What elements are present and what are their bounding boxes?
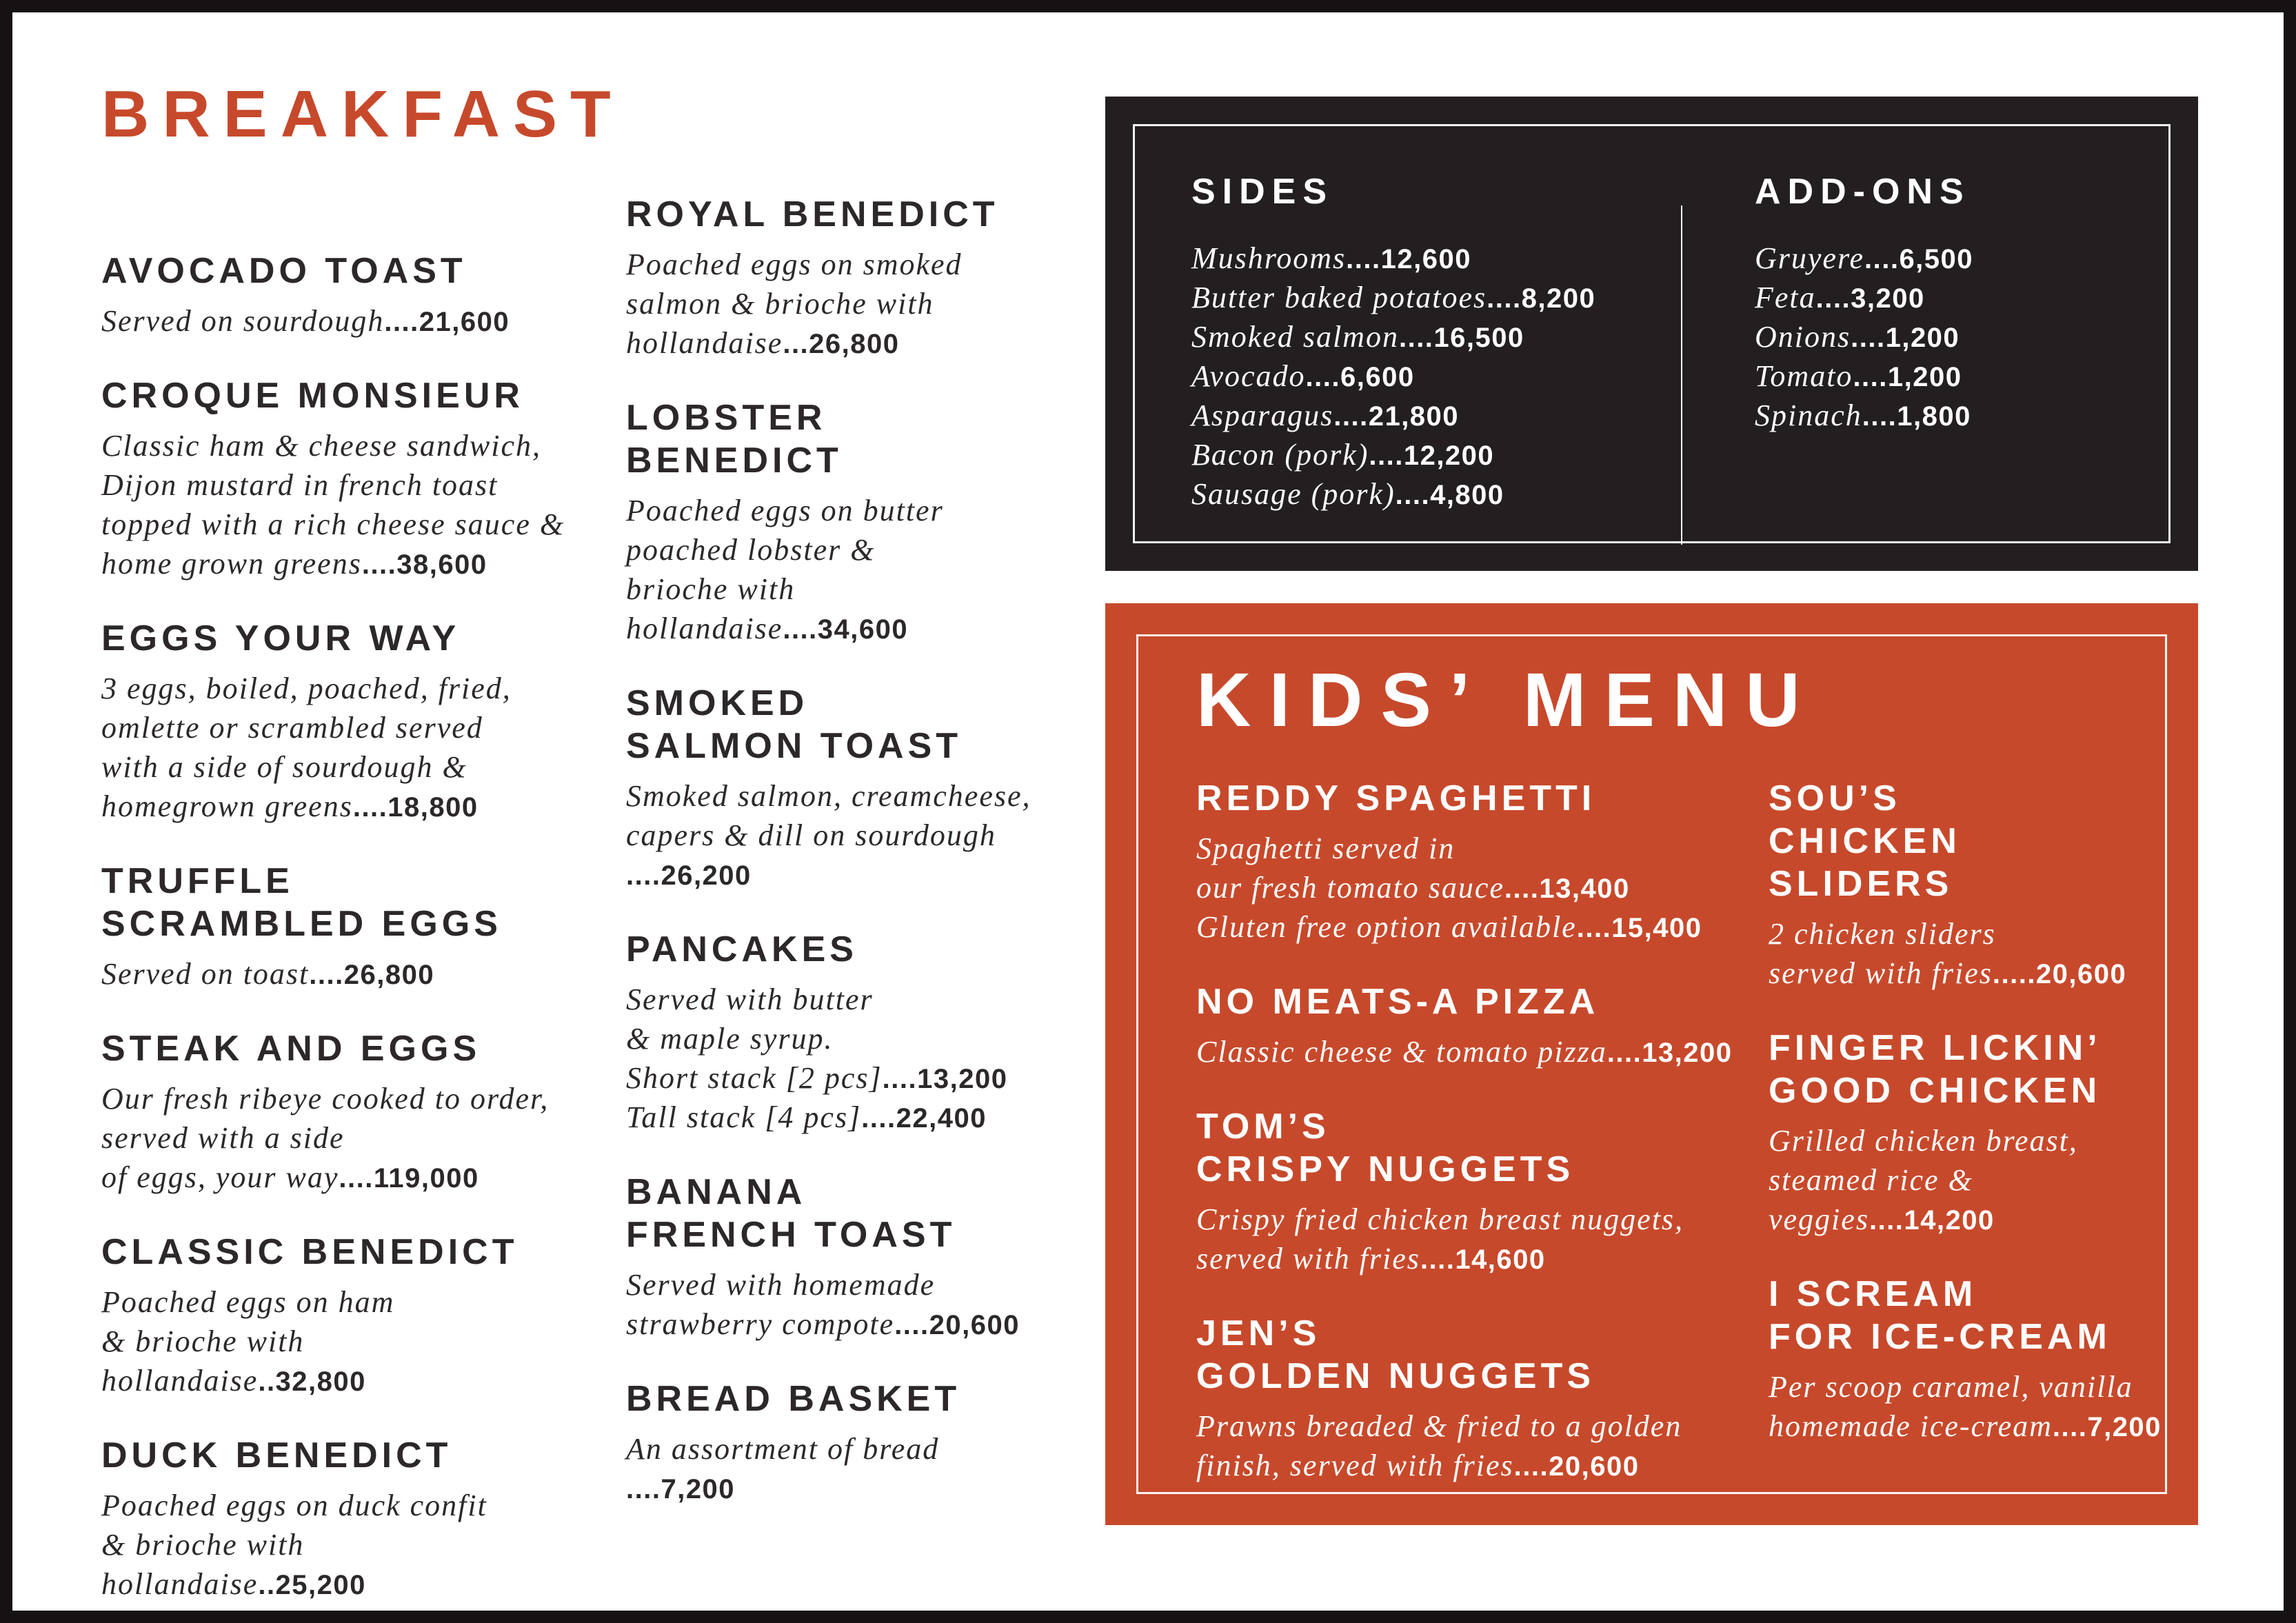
kids-column-1	[1196, 777, 1733, 1519]
description-text: Gluten free option available	[1196, 910, 1577, 944]
description-text: hollandaise	[101, 1364, 259, 1398]
description-line	[626, 245, 1081, 285]
menu-item-name-line: TRUFFLE	[101, 861, 294, 901]
description-line	[101, 1486, 591, 1526]
menu-item-description	[101, 1486, 591, 1604]
list-item-text: Asparagus	[1191, 399, 1334, 433]
list-item-text: Avocado	[1191, 359, 1306, 394]
menu-item-price: ....119,000	[339, 1163, 479, 1193]
description-text: Smoked salmon, creamcheese,	[626, 779, 1031, 813]
menu-item-name	[101, 1434, 591, 1477]
menu-item-name-line: TOM’S	[1196, 1107, 1330, 1147]
menu-item-name-line: CROQUE MONSIEUR	[101, 376, 524, 416]
list-item-price: ....12,600	[1346, 244, 1471, 275]
list-item-text: Spinach	[1755, 399, 1862, 433]
menu-item-name	[101, 374, 591, 417]
menu-item-description	[626, 1430, 1081, 1509]
description-text: & maple syrup.	[626, 1022, 834, 1056]
menu-item-description	[101, 955, 591, 994]
menu-item-name-line: SOU’S	[1769, 778, 1901, 818]
description-text: brioche with	[626, 572, 796, 606]
description-line	[101, 1322, 591, 1362]
menu-item	[626, 682, 1081, 895]
menu-item-price: ....13,200	[882, 1064, 1008, 1094]
description-text: poached lobster &	[626, 533, 876, 567]
breakfast-column-1	[101, 250, 591, 1623]
description-text: Tall stack [4 pcs]	[626, 1100, 862, 1134]
menu-item	[101, 374, 591, 584]
menu-item	[1769, 777, 2127, 994]
menu-item-name	[626, 682, 1081, 767]
description-text: finish, served with fries	[1196, 1449, 1514, 1482]
description-line	[626, 492, 1081, 531]
menu-item	[101, 1231, 591, 1401]
description-text: topped with a rich cheese sauce &	[101, 507, 565, 541]
list-item-price: ....1,800	[1862, 401, 1971, 432]
addons-heading: ADD-ONS	[1755, 172, 1971, 212]
menu-item	[626, 396, 1081, 649]
description-line	[626, 1098, 1081, 1138]
description-text: capers & dill on sourdough	[626, 818, 996, 852]
menu-item-price: ....20,600	[1513, 1451, 1640, 1482]
description-text: Our fresh ribeye cooked to order,	[101, 1082, 550, 1116]
list-item-text: Tomato	[1755, 359, 1853, 394]
menu-item-name-line: SLIDERS	[1769, 864, 1953, 904]
description-line	[101, 787, 591, 827]
menu-item-price: ....14,600	[1420, 1244, 1546, 1275]
menu-item-name-line: FRENCH TOAST	[626, 1215, 956, 1255]
list-item-text: Onions	[1755, 320, 1851, 354]
menu-item-name-line: FOR ICE-CREAM	[1769, 1317, 2111, 1357]
menu-item	[1769, 1273, 2162, 1446]
list-item	[1755, 279, 1973, 318]
menu-item-description	[626, 245, 1081, 363]
description-line	[626, 285, 1081, 324]
menu-item-price: ....26,200	[626, 860, 752, 891]
menu-item-name-line: CRISPY NUGGETS	[1196, 1149, 1575, 1189]
description-text: hollandaise	[626, 326, 783, 360]
description-line	[101, 955, 591, 994]
menu-item-name	[101, 1231, 591, 1273]
description-text: 2 chicken sliders	[1769, 917, 1996, 951]
menu-item-name-line: DUCK BENEDICT	[101, 1435, 452, 1475]
menu-item-name	[1196, 980, 1706, 1023]
description-text: Short stack [2 pcs]	[626, 1061, 883, 1095]
menu-item-price: ..25,200	[258, 1570, 366, 1600]
description-line	[626, 570, 1081, 609]
menu-item-price: ..32,800	[258, 1367, 366, 1397]
panel-divider	[1681, 205, 1682, 545]
menu-item-name-line: JEN’S	[1196, 1313, 1321, 1353]
description-line	[1196, 1407, 1706, 1446]
description-text: Poached eggs on ham	[101, 1285, 395, 1319]
sides-addons-panel	[1105, 97, 2198, 571]
description-text: Classic cheese & tomato pizza	[1196, 1035, 1607, 1069]
description-line	[101, 1362, 591, 1401]
list-item-text: Sausage (pork)	[1191, 477, 1396, 512]
description-line	[101, 748, 591, 787]
description-line	[626, 1266, 1081, 1305]
menu-item-description	[1769, 1368, 2162, 1446]
menu-item	[101, 860, 591, 994]
menu-item-name-line: EGGS YOUR WAY	[101, 618, 461, 658]
description-line	[1769, 1161, 2127, 1200]
list-item-text: Butter baked potatoes	[1191, 281, 1487, 315]
menu-item-price: ....7,200	[2052, 1412, 2162, 1442]
list-item	[1191, 357, 1595, 396]
description-line	[1769, 1368, 2133, 1407]
description-line	[101, 1080, 591, 1119]
menu-item-description	[1196, 829, 1706, 947]
menu-item-name	[1769, 1027, 2127, 1112]
description-line	[1196, 1446, 1706, 1486]
list-item-text: Mushrooms	[1191, 241, 1347, 276]
description-text: of eggs, your way	[101, 1160, 339, 1194]
description-text: Crispy fried chicken breast nuggets,	[1196, 1202, 1684, 1236]
description-line	[626, 1059, 1081, 1098]
menu-item-price: ....22,400	[861, 1103, 987, 1133]
list-item	[1191, 475, 1595, 514]
menu-item-price: ....34,600	[783, 614, 909, 645]
description-line	[626, 531, 1081, 570]
sides-list	[1191, 239, 1595, 514]
menu-item-name-line: REDDY SPAGHETTI	[1196, 778, 1596, 818]
menu-item-name	[626, 193, 1081, 236]
menu-item-price: ....7,200	[626, 1474, 736, 1504]
description-line	[1769, 1122, 2127, 1161]
menu-item-description	[1196, 1407, 1706, 1486]
menu-item	[1196, 1312, 1706, 1486]
description-text: Poached eggs on smoked	[626, 248, 963, 281]
addons-section	[1755, 172, 1973, 436]
menu-item-price: ....21,600	[384, 307, 510, 337]
description-text: with a side of sourdough &	[101, 750, 467, 784]
list-item-price: ....3,200	[1815, 283, 1925, 314]
description-line	[1196, 1033, 1733, 1072]
description-text: Classic ham & cheese sandwich,	[101, 429, 542, 463]
description-text: Prawns breaded & fried to a golden	[1196, 1409, 1682, 1443]
menu-item-name-line: STEAK AND EGGS	[101, 1029, 481, 1069]
kids-menu-panel	[1105, 603, 2198, 1525]
list-item-price: ....6,500	[1864, 244, 1974, 275]
menu-item	[626, 928, 1081, 1138]
description-text: 3 eggs, boiled, poached, fried,	[101, 672, 512, 705]
description-line	[1196, 869, 1706, 908]
menu-item-description	[1196, 1033, 1733, 1072]
menu-item-name-line: PANCAKES	[626, 929, 858, 969]
description-text: Served on toast	[101, 957, 310, 991]
menu-item-description	[101, 669, 591, 827]
menu-item-description	[626, 492, 1081, 649]
sides-section	[1191, 172, 1595, 514]
menu-item-name-line: LOBSTER	[626, 398, 827, 438]
description-text: strawberry compote	[626, 1307, 895, 1341]
description-line	[1196, 1240, 1706, 1279]
kids-column-2	[1769, 777, 2162, 1480]
description-text: home grown greens	[101, 547, 362, 581]
menu-item-name-line: ROYAL BENEDICT	[626, 194, 999, 234]
menu-item	[1196, 980, 1733, 1072]
list-item	[1755, 318, 1973, 357]
description-line	[1196, 908, 1706, 947]
menu-item-description	[626, 777, 1081, 895]
menu-item-name-line: SMOKED	[626, 683, 809, 723]
description-text: our fresh tomato sauce	[1196, 871, 1504, 905]
menu-item-name	[1196, 1312, 1706, 1398]
sides-heading: SIDES	[1191, 172, 1334, 212]
menu-item-name-line: CHICKEN	[1769, 821, 1961, 861]
menu-item-name-line: CLASSIC BENEDICT	[101, 1232, 518, 1272]
list-item-text: Smoked salmon	[1191, 320, 1399, 354]
description-line	[101, 1283, 591, 1322]
menu-item-price: ....15,400	[1576, 913, 1702, 943]
description-line	[626, 1020, 1081, 1059]
breakfast-column-2	[626, 193, 1081, 1542]
list-item-price: ....21,800	[1333, 401, 1460, 432]
description-line	[1769, 1407, 2162, 1446]
menu-item-price: ....26,800	[309, 960, 435, 990]
menu-item-name	[1769, 1273, 2127, 1358]
list-item-text: Bacon (pork)	[1191, 438, 1369, 472]
description-text: & brioche with	[101, 1324, 305, 1358]
description-text: Poached eggs on butter	[626, 494, 944, 527]
description-line	[101, 427, 591, 466]
description-text: Served with homemade	[626, 1268, 936, 1302]
list-item-price: ....16,500	[1398, 323, 1524, 354]
description-text: homemade ice-cream	[1769, 1409, 2053, 1443]
description-text: hollandaise	[101, 1567, 259, 1601]
description-line	[101, 709, 591, 748]
menu-item-description	[1769, 1122, 2127, 1240]
description-line	[626, 980, 1081, 1020]
description-line	[626, 856, 1081, 895]
list-item	[1755, 239, 1973, 279]
description-line	[101, 1526, 591, 1565]
menu-item-name-line: AVOCADO TOAST	[101, 251, 467, 291]
description-text: Poached eggs on duck confit	[101, 1489, 487, 1522]
description-text: hollandaise	[626, 612, 783, 645]
description-line	[626, 1305, 1081, 1344]
menu-item	[626, 1378, 1081, 1509]
menu-item-name	[626, 396, 1081, 482]
menu-item-name	[1196, 1105, 1706, 1191]
menu-item-price: .....20,600	[1992, 959, 2127, 989]
menu-item-description	[101, 427, 591, 584]
description-line	[626, 816, 1081, 856]
list-item	[1191, 239, 1595, 279]
description-line	[1769, 915, 2127, 954]
menu-item-description	[101, 1080, 591, 1198]
menu-item-description	[101, 1283, 591, 1401]
description-line	[626, 324, 1081, 363]
description-line	[626, 1430, 1081, 1469]
menu-item-name	[101, 617, 591, 660]
description-line	[626, 1469, 1081, 1509]
description-text: Spaghetti served in	[1196, 831, 1456, 865]
description-text: salmon & brioche with	[626, 287, 934, 321]
list-item-price: ....1,200	[1853, 362, 1962, 393]
list-item	[1191, 279, 1595, 318]
menu-item-price: ....18,800	[352, 792, 479, 823]
menu-item-name	[101, 860, 591, 945]
description-text: served with a side	[101, 1121, 345, 1155]
description-text: & brioche with	[101, 1528, 305, 1562]
list-item	[1191, 436, 1595, 475]
menu-item-name-line: BANANA	[626, 1172, 807, 1212]
description-text: Dijon mustard in french toast	[101, 468, 499, 502]
menu-item-name	[626, 1171, 1081, 1256]
list-item-price: ....8,200	[1487, 283, 1596, 314]
menu-item-name-line: GOLDEN NUGGETS	[1196, 1356, 1595, 1396]
description-line	[101, 1119, 591, 1158]
menu-item-description	[1196, 1200, 1706, 1279]
menu-item	[101, 1434, 591, 1604]
menu-item	[101, 250, 591, 341]
menu-item-name-line: NO MEATS-A PIZZA	[1196, 982, 1600, 1022]
menu-item	[1769, 1027, 2127, 1240]
description-line	[626, 609, 1081, 649]
menu-item-name-line: BENEDICT	[626, 441, 843, 481]
description-line	[101, 302, 591, 341]
description-line	[1196, 1200, 1706, 1240]
menu-item	[101, 1027, 591, 1198]
description-text: served with fries	[1769, 956, 1993, 990]
list-item-price: ....4,800	[1395, 480, 1504, 511]
menu-item-name	[101, 1027, 591, 1070]
menu-item-name-line: SALMON TOAST	[626, 726, 963, 766]
menu-item	[626, 1171, 1081, 1344]
description-line	[101, 1158, 591, 1198]
description-text: Served on sourdough	[101, 304, 385, 338]
menu-item-name-line: SCRAMBLED EGGS	[101, 904, 502, 944]
description-text: veggies	[1769, 1202, 1869, 1236]
menu-item-name-line: I SCREAM	[1769, 1274, 1977, 1314]
menu-item	[101, 617, 591, 827]
menu-item-price: ....38,600	[361, 550, 487, 580]
description-line	[1769, 1200, 2127, 1240]
list-item	[1755, 357, 1973, 396]
menu-item-description	[626, 980, 1081, 1138]
menu-item-name-line: BREAD BASKET	[626, 1379, 961, 1419]
menu-item-price: ....13,200	[1607, 1038, 1733, 1068]
list-item-text: Gruyere	[1755, 241, 1864, 276]
menu-item-price: ....14,200	[1869, 1205, 1995, 1236]
description-text: An assortment of bread	[626, 1432, 940, 1466]
description-line	[626, 777, 1081, 816]
menu-item	[1196, 1105, 1706, 1279]
description-line	[101, 1565, 591, 1604]
description-text: homegrown greens	[101, 789, 353, 823]
menu-item-name	[1196, 777, 1706, 820]
list-item-text: Feta	[1755, 281, 1816, 315]
description-line	[101, 545, 591, 584]
menu-item-name	[1769, 777, 2127, 905]
description-text: steamed rice &	[1769, 1163, 1973, 1197]
description-text: omlette or scrambled served	[101, 711, 483, 745]
menu-item-description	[1769, 915, 2127, 994]
list-item-price: ....1,200	[1851, 323, 1960, 354]
list-item-price: ....12,200	[1369, 441, 1495, 472]
menu-item-name-line: FINGER LICKIN’	[1769, 1028, 2102, 1068]
description-line	[101, 669, 591, 709]
menu-item-price: ...26,800	[783, 329, 900, 359]
description-line	[1769, 954, 2127, 994]
description-line	[1196, 829, 1706, 869]
menu-item-name-line: GOOD CHICKEN	[1769, 1071, 2102, 1111]
menu-item-price: ....20,600	[894, 1310, 1020, 1340]
list-item-price: ....6,600	[1305, 362, 1415, 393]
menu-item	[1196, 777, 1706, 947]
menu-item-name	[101, 250, 591, 292]
menu-item-price: ....13,400	[1504, 874, 1630, 904]
page-title: BREAKFAST	[101, 77, 624, 151]
list-item	[1191, 396, 1595, 436]
description-line	[101, 466, 591, 505]
description-text: Grilled chicken breast,	[1769, 1124, 2078, 1158]
description-text: Per scoop caramel, vanilla	[1769, 1370, 2133, 1404]
menu-item	[626, 193, 1081, 363]
kids-menu-title: KIDS’ MENU	[1196, 658, 1818, 743]
menu-item-description	[101, 302, 591, 341]
list-item	[1755, 396, 1973, 436]
list-item	[1191, 318, 1595, 357]
menu-item-name	[626, 928, 1081, 971]
menu-item-description	[626, 1266, 1081, 1344]
description-text: Served with butter	[626, 982, 874, 1016]
addons-list	[1755, 239, 1973, 436]
description-text: served with fries	[1196, 1242, 1420, 1276]
description-line	[101, 505, 591, 545]
menu-item-name	[626, 1378, 1081, 1420]
